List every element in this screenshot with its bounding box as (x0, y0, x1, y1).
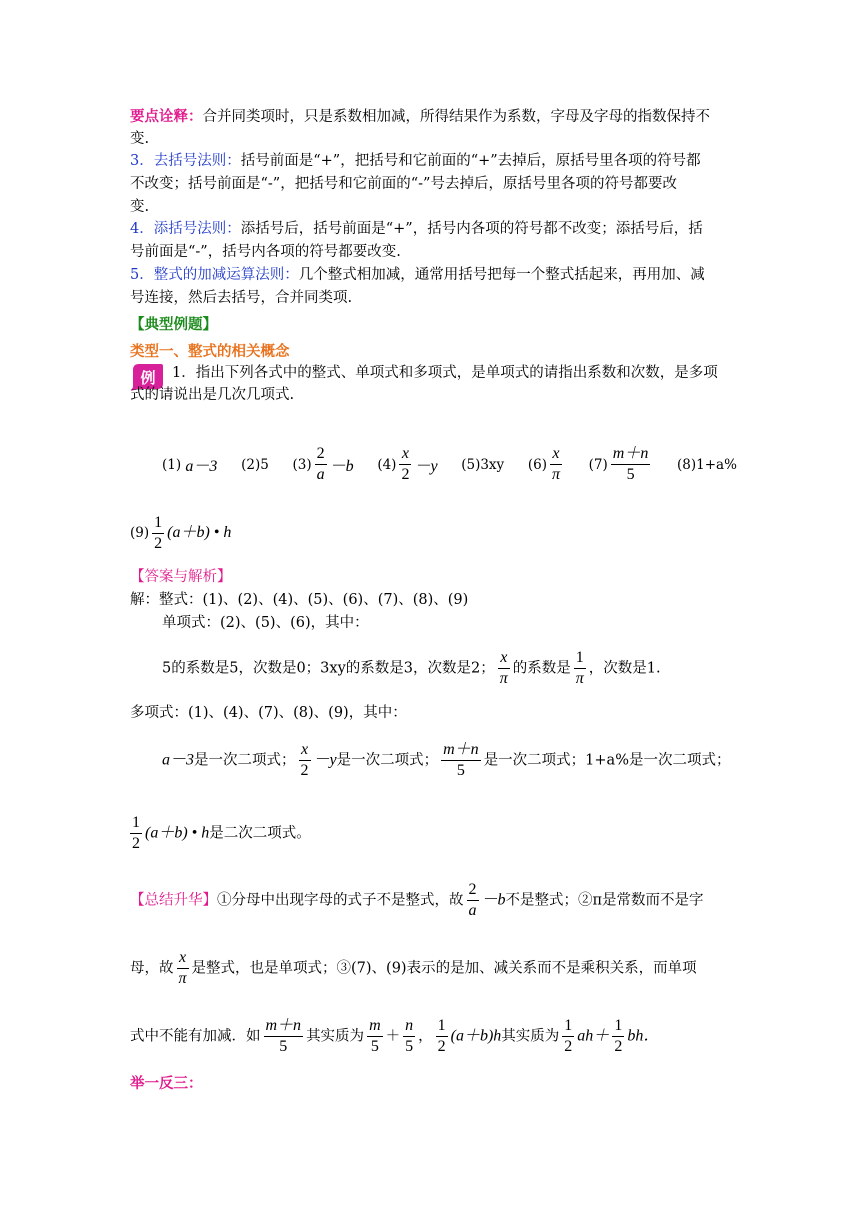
item-9: (9) $\frac{1}{2}$ (a＋b) • h (130, 514, 232, 552)
example-text-cont: 式的请说出是几次几项式. (130, 387, 295, 403)
rule3-line-1 (130, 150, 701, 172)
summary-line-2: 母，故 $\frac{x}{\pi}$ 是整式，也是单项式；③(7)、(9)表示的是加、减关系而不是乘积关系，而单项 (130, 949, 697, 987)
rule3-text-end: 变. (130, 199, 150, 215)
expression-list (162, 444, 737, 485)
rule4-label: 4．添括号法则： (130, 221, 241, 237)
rule5-text-cont: 号连接，然后去括号，合并同类项. (130, 290, 353, 306)
rule3-label: 3．去括号法则： (130, 153, 241, 169)
item-7: (7) $\frac{m+n}{5}$ (588, 445, 649, 483)
item-6: (6) $\frac{x}{\pi}$ (527, 445, 560, 483)
item-8: (8)1+a% (677, 456, 737, 473)
rule3-line-2 (130, 173, 677, 195)
answer-line-5: a－3是一次二项式； $\frac{x}{2}$ －y是一次二项式； $\frac{m+n}{5}$ 是一次二项式；1+a%是一次二项式； (162, 741, 731, 779)
section-title: 【典型例题】 (130, 316, 217, 333)
type-title: 类型一、整式的相关概念 (130, 343, 290, 360)
item-4: (4) $\frac{x}{2}$ －y (377, 445, 438, 483)
example-badge-text: 例 (140, 369, 156, 387)
summary-line-1: 【总结升华】①分母中出现字母的式子不是整式，故 $\frac{2}{a}$ －b不是整式；②π是常数而不是字 (130, 881, 704, 919)
answer-line-2: 单项式：(2)、(5)、(6)，其中： (162, 615, 369, 631)
rule4-line-2 (130, 241, 401, 263)
rule5-label: 5．整式的加减运算法则： (130, 267, 299, 283)
rule5-line-1 (130, 264, 705, 286)
item-1: (1) a－3 (162, 456, 218, 475)
example-line-1 (172, 362, 718, 384)
example-text: 1．指出下列各式中的整式、单项式和多项式，是单项式的请指出系数和次数，是多项 (172, 365, 718, 381)
key-points-text: 合并同类项时，只是系数相加减，所得结果作为系数，字母及字母的指数保持不 (202, 109, 710, 125)
answer-line-3: 5的系数是5，次数是0；3xy的系数是3，次数是2； $\frac{x}{\pi}$ 的系数是 $\frac{1}{\pi}$ ，次数是1. (162, 649, 661, 687)
answer-line-6: $\frac{1}{2}$ (a＋b) • h是二次二项式。 (132, 814, 311, 852)
rule3-text: 括号前面是“+”，把括号和它前面的“+”去掉后，原括号里各项的符号都 (240, 153, 701, 169)
practice-title: 举一反三： (130, 1075, 203, 1092)
rule4-line-1 (130, 218, 703, 240)
summary-line-3: 式中不能有加减．如 $\frac{m+n}{5}$ 其实质为 $\frac{m}{5}$ ＋ $\frac{n}{5}$ ， $\frac{1}{2}$ (a＋b)h其实质为 $\frac{1}{2}$ ah＋ $\frac{1}{2}$ bh． (130, 1017, 660, 1055)
rule5-line-2 (130, 287, 352, 309)
item-2: (2)5 (241, 456, 269, 473)
key-points-text-cont: 变. (130, 131, 150, 147)
summary-label: 【总结升华】 (130, 892, 217, 909)
rule3-line-3 (130, 196, 149, 218)
rule4-text-cont: 号前面是“-”，括号内各项的符号都要改变. (130, 244, 401, 260)
rule3-text-cont: 不改变；括号前面是“-”，把括号和它前面的“-”号去掉后，原括号里各项的符号都要改 (130, 176, 677, 192)
key-points-line-1 (130, 106, 710, 128)
answer-title: 【答案与解析】 (130, 569, 232, 585)
rule5-text: 几个整式相加减，通常用括号把每一个整式括起来，再用加、减 (298, 267, 705, 283)
answer-line-1: 解：整式：(1)、(2)、(4)、(5)、(6)、(7)、(8)、(9) (130, 592, 469, 608)
item-5: (5)3xy (461, 456, 505, 473)
example-line-2 (130, 384, 294, 406)
key-points-line-2 (130, 128, 149, 150)
answer-line-4: 多项式：(1)、(4)、(7)、(8)、(9)，其中： (130, 705, 407, 721)
key-points-label: 要点诠释： (130, 108, 203, 125)
item-3: (3) $\frac{2}{a}$ －b (292, 445, 354, 483)
rule4-text: 添括号后，括号前面是“+”，括号内各项的符号都不改变；添括号后，括 (240, 221, 703, 237)
